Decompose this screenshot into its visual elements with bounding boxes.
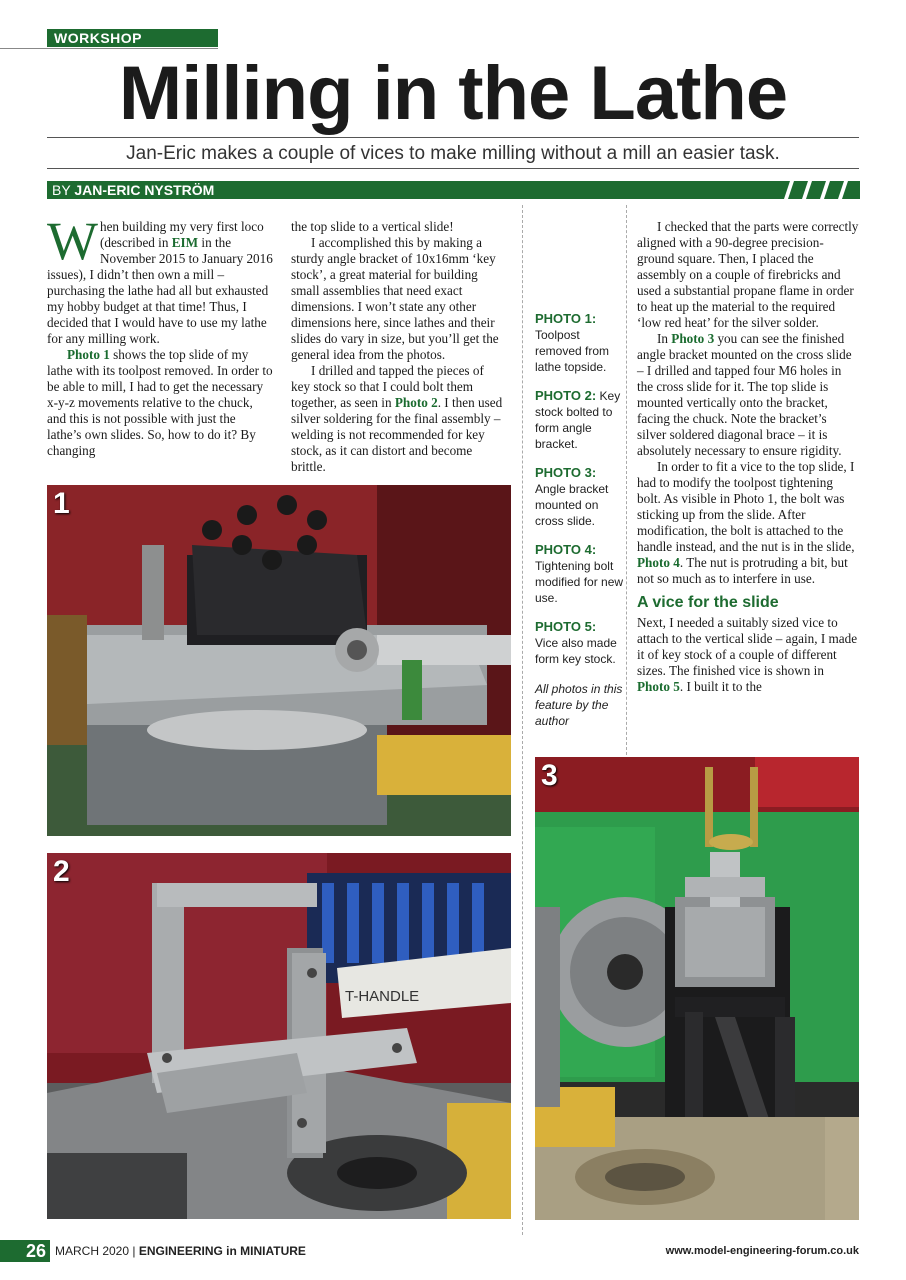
drop-cap: W [47, 211, 98, 271]
column-separator [522, 205, 523, 1235]
byline-prefix: BY [52, 182, 75, 198]
page-number: 26 [0, 1240, 50, 1262]
title-rule-top [47, 137, 859, 138]
text-run: . I then used silver soldering for the final assembly – welding is not recommended for key stock, as it can distort and become brittle. [291, 395, 503, 474]
caption-photo-4 [535, 542, 625, 606]
photo-captions [535, 311, 625, 729]
caption-text: Angle bracket mounted on cross slide. [535, 482, 609, 528]
section-tag: WORKSHOP [47, 29, 218, 47]
caption-title: PHOTO 1: [535, 311, 597, 326]
article-column-1 [47, 211, 273, 459]
article-column-4 [637, 219, 859, 695]
photo-1-toolpost-removed [47, 485, 511, 836]
caption-title: PHOTO 4: [535, 542, 597, 557]
article-column-2 [291, 219, 503, 475]
text-run: . I built it to the [679, 679, 762, 694]
text-run: hen building my very first loco (described in [99, 219, 264, 250]
author-name: JAN-ERIC NYSTRÖM [74, 182, 215, 198]
text-run: you can see the finished angle bracket mounted on the cross slide – I drilled and tapped four M6 holes in the cross slide for it. The top slide is mounted vertically onto the bracket, facing the chuck. Note the bracket’s silver soldered diagonal brace – it is absolutely necessary to ensure rigidity. [637, 331, 852, 458]
standfirst: Jan-Eric makes a couple of vices to make milling without a mill an easier task. [126, 143, 780, 164]
paragraph: I accomplished this by making a sturdy angle bracket of 10x16mm ‘key stock’, a great material for building small assemblies that need exact dimensions. I won’t state any other dimensions here, since lathes and their slides do vary in size, but you’ll get the general idea from the photos. [291, 235, 499, 362]
caption-photo-2 [535, 388, 625, 452]
section-subhead: A vice for the slide [637, 594, 779, 611]
photo-3-bracket-on-cross-slide [535, 757, 859, 1220]
caption-photo-1 [535, 311, 625, 375]
paragraph [637, 459, 859, 587]
text-run: . The nut is protruding a bit, but not so much as to interfere in use. [637, 555, 848, 586]
title-rule-bottom [47, 168, 859, 169]
footer-issue [55, 1243, 306, 1259]
photo-credit: All photos in this feature by the author [535, 682, 623, 728]
paragraph: the top slide to a vertical slide! [291, 219, 454, 234]
inline-ref-photo5: Photo 5 [637, 679, 680, 694]
caption-title: PHOTO 3: [535, 465, 597, 480]
paragraph [47, 211, 273, 347]
issue-date: MARCH 2020 | [55, 1244, 139, 1258]
caption-text: Toolpost removed from lathe topside. [535, 328, 610, 374]
text-run: shows the top slide of my lathe with its toolpost removed. In order to be able to mill, I had to get the necessary x-y-z movements relative to the chuck, and this is not possible with just the lathe’s own slides. So, how to do it? By changing [47, 347, 273, 458]
text-run: in the November 2015 to January 2016 issues), I didn’t then own a mill – purchasing the lathe had all but exhausted my hobby budget at that time! Thus, I decided that I would have to use my lathe for any milling work. [47, 235, 273, 346]
caption-text: Key stock bolted to form angle bracket. [535, 389, 621, 451]
paragraph [637, 615, 859, 695]
paragraph [637, 331, 859, 459]
page-title: Milling in the Lathe [118, 51, 788, 136]
photo-2-illustration [47, 853, 511, 1219]
inline-ref-photo2: Photo 2 [394, 395, 438, 410]
inline-ref-photo3: Photo 3 [671, 331, 715, 346]
top-rule [0, 48, 218, 49]
caption-text: Tightening bolt modified for new use. [535, 559, 624, 605]
paragraph: I checked that the parts were correctly aligned with a 90-degree precision-ground square. Then, I placed the assembly on a couple of firebricks and used a substantial propane flame in order to heat up the material to the required ‘low red heat’ for the silver solder. [637, 219, 859, 330]
inline-ref-photo4: Photo 4 [637, 555, 680, 570]
photo-number: 2 [53, 855, 70, 888]
photo-2-angle-bracket [47, 853, 511, 1219]
tool-box-label: T-HANDLE [345, 988, 420, 1005]
photo-number: 1 [53, 487, 70, 520]
inline-ref-photo1: Photo 1 [67, 347, 110, 362]
inline-ref-eim: EIM [171, 235, 199, 250]
column-separator [626, 205, 627, 755]
magazine-name: ENGINEERING in MINIATURE [138, 1244, 306, 1258]
paragraph [47, 347, 273, 459]
text-run: Next, I needed a suitably sized vice to attach to the vertical slide – again, I made it of key stock of a couple of different sizes. The finished vice is shown in [637, 615, 858, 678]
text-run: In [657, 331, 672, 346]
paragraph [291, 363, 503, 475]
caption-photo-3 [535, 465, 625, 529]
caption-photo-5 [535, 619, 625, 667]
caption-title: PHOTO 2: [535, 388, 597, 403]
photo-1-illustration [47, 485, 511, 836]
byline [47, 181, 787, 199]
text-run: In order to fit a vice to the top slide, I had to modify the toolpost tightening bolt. As visible in Photo 1, the bolt was sticking up from the slide. After modification, the bolt is attached to the handle instead, and the nut is in the slide, [637, 459, 855, 554]
byline-stripes-decoration [780, 181, 860, 199]
caption-title: PHOTO 5: [535, 619, 597, 634]
photo-3-illustration [535, 757, 859, 1220]
footer-url: www.model-engineering-forum.co.uk [665, 1245, 859, 1257]
caption-text: Vice also made form key stock. [535, 636, 617, 666]
text-run: I drilled and tapped the pieces of key stock so that I could bolt them together, as seen in [291, 363, 484, 410]
photo-number: 3 [541, 759, 558, 792]
